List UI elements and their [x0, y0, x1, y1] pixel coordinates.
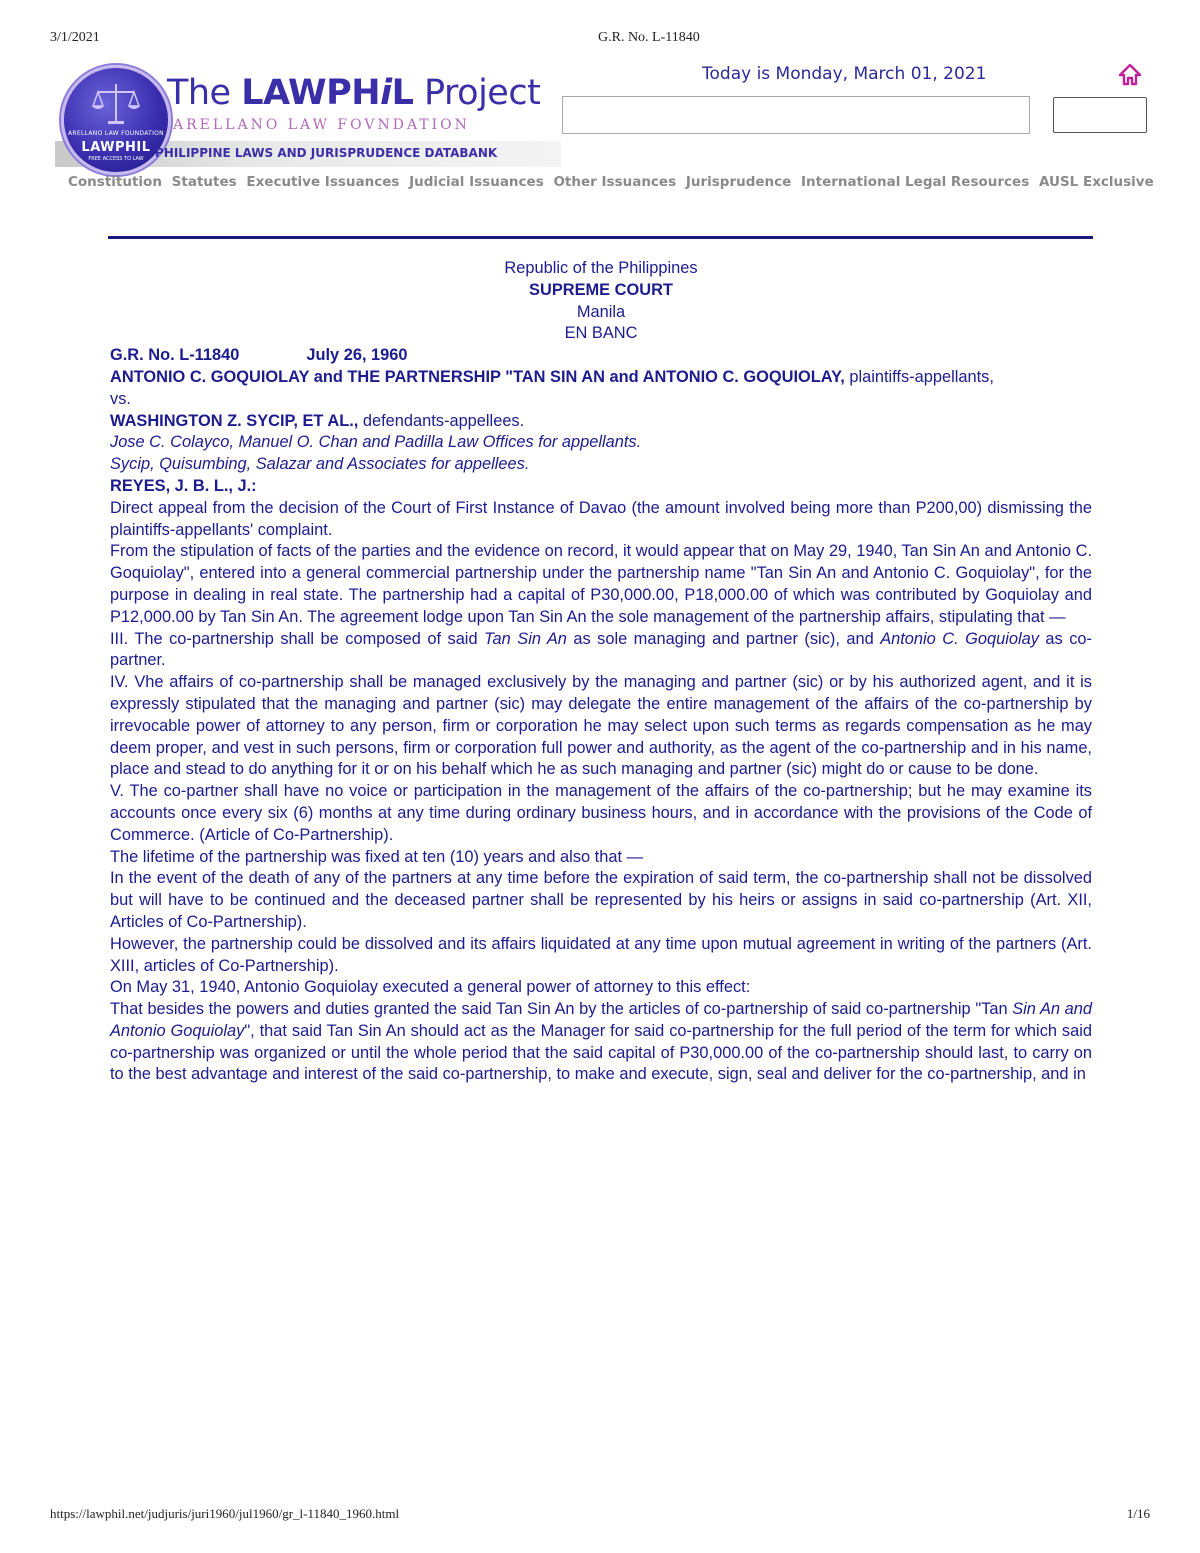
print-url: https://lawphil.net/judjuris/juri1960/jul1960/gr_l-11840_1960.html: [50, 1506, 400, 1521]
logo-title-i: i: [380, 73, 392, 113]
quote-poa-part-2: Sin An and Antonio Goquiolay: [110, 1000, 1092, 1040]
quote-iii-part-1: III. The co-partnership shall be composed of said: [110, 629, 485, 648]
nav-ausl-exclusive[interactable]: AUSL Exclusive: [1038, 174, 1154, 190]
plaintiffs-names: ANTONIO C. GOQUIOLAY and THE PARTNERSHIP "TAN SIN AN and ANTONIO C. GOQUIOLAY,: [110, 367, 845, 386]
quote-iii-part-3: as sole managing and partner (sic), and: [566, 629, 881, 648]
defendants-role: defendants-appellees.: [358, 411, 525, 430]
print-title: G.R. No. L-11840: [598, 30, 700, 45]
logo-title-project: Project: [413, 73, 541, 113]
lawphil-logo[interactable]: [55, 55, 565, 170]
quote-article-iii: [110, 629, 1092, 673]
search-input[interactable]: [562, 96, 1030, 134]
nav-executive-issuances[interactable]: Executive Issuances: [246, 174, 400, 190]
nav-statutes[interactable]: Statutes: [171, 174, 237, 190]
parties-plaintiffs: [110, 367, 1092, 389]
nav-constitution[interactable]: Constitution: [68, 174, 162, 190]
republic-line: Republic of the Philippines: [504, 259, 698, 277]
seal-main-text: LAWPHIL: [81, 140, 151, 155]
nav-jurisprudence[interactable]: Jurisprudence: [685, 174, 792, 190]
nav-other-issuances[interactable]: Other Issuances: [553, 174, 677, 190]
home-icon[interactable]: [1118, 63, 1142, 87]
today-date: Today is Monday, March 01, 2021: [702, 64, 987, 84]
logo-subtitle: ARELLANO LAW FOVNDATION: [173, 117, 470, 133]
logo-band-text: PHILIPPINE LAWS AND JURISPRUDENCE DATABANK: [155, 146, 498, 160]
quote-power-of-attorney: [110, 999, 1092, 1086]
paragraph-4: However, the partnership could be dissolved and its affairs liquidated at any time upon mutual agreement in writing of the partners (Art. XIII, articles of Co-Partnership).: [110, 934, 1092, 975]
quote-iii-part-2: Tan Sin An: [484, 629, 567, 648]
nav-judicial-issuances[interactable]: Judicial Issuances: [409, 174, 544, 190]
paragraph-3: The lifetime of the partnership was fixed at ten (10) years and also that —: [110, 847, 643, 866]
defendants-names: WASHINGTON Z. SYCIP, ET AL.,: [110, 411, 359, 430]
counsel-appellees: Sycip, Quisumbing, Salazar and Associates for appellees.: [110, 455, 530, 474]
case-number: G.R. No. L-11840: [110, 346, 240, 365]
nav-international-legal-resources[interactable]: International Legal Resources: [801, 174, 1030, 190]
search-button[interactable]: [1053, 97, 1147, 133]
quote-article-xii: In the event of the death of any of the partners at any time before the expiration of said term, the co-partnership shall not be dissolved but will have to be continued and the deceased partner shall be represented by his heirs or assigns in said co-partnership (Art. XII, Articles of Co-Partnership).: [110, 869, 1092, 931]
paragraph-1: Direct appeal from the decision of the Court of First Instance of Davao (the amount involved being more than P200,00) dismissing the plaintiffs-appellants' complaint.: [110, 498, 1092, 539]
versus: vs.: [110, 389, 131, 408]
quote-article-v: V. The co-partner shall have no voice or participation in the management of the affairs of the co-partnership; but he may examine its accounts once every six (6) months at any time during ordinary business hours, and in accordance with the provisions of the Code of Commerce. (Article of Co-Partnership).: [110, 782, 1092, 844]
main-nav: [68, 174, 1154, 190]
case-number-line: [110, 345, 1092, 367]
plaintiffs-role: plaintiffs-appellants,: [844, 367, 994, 386]
logo-title: [167, 73, 540, 113]
logo-title-the: The: [167, 73, 242, 113]
quote-iii-part-4: Antonio C. Goquiolay: [880, 629, 1039, 648]
counsel-appellants: Jose C. Colayco, Manuel O. Chan and Padilla Law Offices for appellants.: [110, 433, 642, 452]
quote-iii-part-5: as co-partner.: [110, 629, 1092, 670]
logo-title-lawph: LAWPH: [241, 73, 381, 113]
ponente: REYES, J. B. L., J.:: [110, 476, 257, 495]
print-date: 3/1/2021: [50, 30, 100, 45]
paragraph-2: From the stipulation of facts of the parties and the evidence on record, it would appear that on May 29, 1940, Tan Sin An and Antonio C. Goquiolay", entered into a general commercial partnership under the partnership name "Tan Sin An and Antonio C. Goquiolay", for the purpose in dealing in real state. The partnership had a capital of P30,000.00, P18,000.00 of which was contributed by Goquiolay and P12,000.00 by Tan Sin An. The agreement lodge upon Tan Sin An the sole management of the partnership affairs, stipulating that —: [110, 542, 1092, 626]
seal-bottom-text: FREE ACCESS TO LAW: [88, 156, 144, 162]
paragraph-5: On May 31, 1940, Antonio Goquiolay executed a general power of attorney to this effect:: [110, 978, 751, 997]
logo-title-l: L: [391, 73, 414, 113]
quote-poa-part-1: That besides the powers and duties granted the said Tan Sin An by the articles of co-partnership of said co-partnership "Tan: [110, 1000, 1013, 1019]
seal-top-text: ARELLANO LAW FOUNDATION: [68, 130, 164, 137]
decision-date: July 26, 1960: [306, 346, 408, 365]
parties-defendants: [110, 411, 1092, 433]
court-name: SUPREME COURT: [529, 280, 673, 299]
scales-of-justice-icon: [90, 82, 142, 126]
quote-article-iv: IV. Vhe affairs of co-partnership shall be managed exclusively by the managing and partner (sic) or by his authorized agent, and it is expressly stipulated that the managing and partner (sic) may delegate the entire management of the affairs of the co-partnership by irrevocable power of attorney to any person, firm or corporation he may select upon such terms as regards compensation as he may deem proper, and vest in such persons, firm or corporation full power and authority, as the agent of the co-partnership and in his name, place and stead to do anything for it or on his behalf which he as such managing and partner (sic) might do or cause to be done.: [110, 673, 1092, 779]
quote-poa-part-3: ", that said Tan Sin An should act as the Manager for said co-partnership for the full period of the term for which said co-partnership was organized or until the whole period that the said capital of P30,000.00 of the co-partnership should last, to carry on to the best advantage and interest of the said co-partnership, to make and execute, sign, seal and deliver for the co-partnership, and in: [110, 1021, 1092, 1084]
decision-body: [110, 258, 1092, 1086]
page-number: 1/16: [1126, 1506, 1150, 1521]
division: EN BANC: [564, 324, 638, 343]
header-divider: [108, 236, 1093, 239]
court-city: Manila: [576, 302, 626, 321]
